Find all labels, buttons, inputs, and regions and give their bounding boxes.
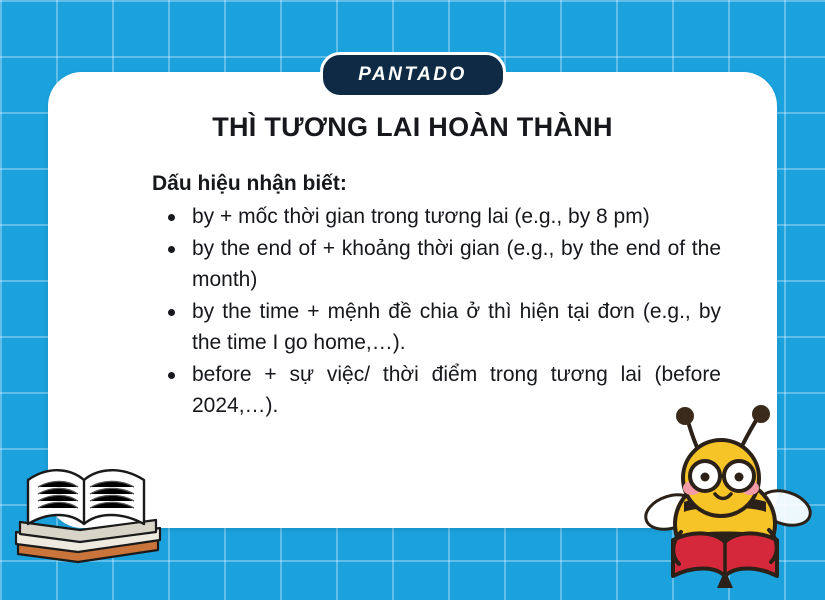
- list-item-text: by + mốc thời gian trong tương lai (e.g., by 8 pm): [192, 205, 650, 228]
- open-book-icon: [8, 454, 168, 564]
- list-item: [192, 297, 731, 358]
- brand-badge: [320, 52, 506, 98]
- content-body: [106, 172, 731, 423]
- section-subheading: Dấu hiệu nhận biết:: [152, 172, 347, 195]
- page-title: THÌ TƯƠNG LAI HOÀN THÀNH: [212, 112, 613, 142]
- list-item: [192, 202, 731, 232]
- list-item: [192, 234, 731, 295]
- bullet-icon: [168, 246, 175, 253]
- bullet-icon: [168, 214, 175, 221]
- list-item-text: by the time + mệnh đề chia ở thì hiện tại đơn (e.g., by the time I go home,…).: [192, 300, 721, 354]
- bullet-icon: [168, 372, 175, 379]
- bullet-icon: [168, 309, 175, 316]
- list-item-text: before + sự việc/ thời điểm trong tương lai (before 2024,…).: [192, 363, 721, 417]
- brand-name: PANTADO: [358, 64, 467, 85]
- list-item-text: by the end of + khoảng thời gian (e.g., by the end of the month): [192, 237, 721, 291]
- signal-words-list: [106, 202, 731, 421]
- bee-reading-icon: [637, 404, 817, 594]
